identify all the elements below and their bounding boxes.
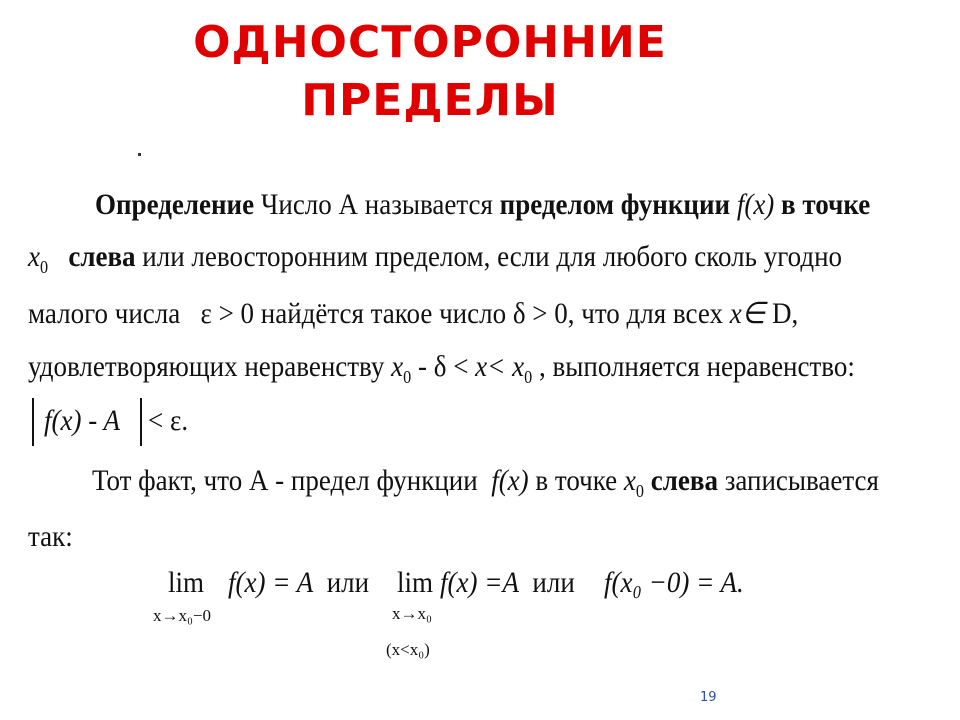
formula-lim-2: lim [397,566,434,599]
abs-bar-right [140,398,142,446]
formula-lim-1: lim [168,566,205,599]
formula-lim-2-cond: (x<x₀) [386,640,430,659]
less-epsilon: < ε. [148,404,189,437]
statement-line-2: так: [28,520,73,553]
domain-symbol: D, [771,297,799,330]
statement-at-point: в точке [535,464,618,497]
statement-text-1: Тот факт, что А - предел функции [92,464,478,497]
definition-text-3a: малого числа [28,297,181,330]
slide-title [0,14,860,130]
formula-lim-1-sub: x→x₀−0 [153,606,212,625]
definition-line-1 [95,188,870,222]
title-line-2: ПРЕДЕЛЫ [301,75,559,126]
x0-symbol-2: x [391,350,404,383]
definition-at-point: в точке [781,188,871,221]
definition-line-3 [28,296,798,331]
statement-text-2: записывается [724,464,879,497]
definition-line-5b [148,404,188,438]
formula-f1: f(x) = A [228,566,314,599]
definition-label: Определение [95,188,255,221]
formula-part-1 [228,566,369,600]
x0-symbol-4: x [623,464,636,497]
function-fx-2: f(x) [491,464,529,497]
abs-bar-left [32,398,34,446]
statement-line-1 [92,464,879,502]
x0-subscript-2: 0 [403,367,412,387]
title-line-1: ОДНОСТОРОННИЕ [193,17,667,68]
abs-expression: f(x) - A [44,404,120,437]
formula-part-3 [604,566,744,600]
formula-part-2 [440,566,575,600]
page-number: 19 [700,690,717,705]
definition-text-4: удовлетворяющих неравенству [28,350,385,383]
definition-text-4b: , выполняется неравенство: [538,350,855,383]
x0-subscript-4: 0 [635,481,645,501]
x0-subscript: 0 [39,257,49,277]
left-keyword: слева [68,240,136,273]
x0-symbol-3: x [512,350,525,383]
stray-dot [138,153,141,156]
definition-line-4 [28,350,855,388]
x-less: x< [475,350,506,383]
definition-line-5a [44,404,120,438]
x-in-symbol: x∈ [729,297,766,330]
x0-symbol: x [28,240,40,273]
formula-f3: f(x₀ −0) = A. [604,566,744,599]
x0-subscript-3: 0 [524,367,533,387]
minus-delta: - δ < [417,350,469,383]
definition-text-3b: ε > 0 найдётся такое число δ > 0, что для всех [200,297,723,330]
formula-or-1: или [326,566,370,599]
definition-text-2: или левосторонним пределом, если для любого сколь угодно [142,240,843,273]
definition-text-1: Число А называется [260,188,493,221]
function-fx: f(x) [736,188,775,221]
definition-line-2 [28,240,842,278]
formula-f2: f(x) =A [440,566,519,599]
definition-term: пределом функции [499,188,731,221]
left-keyword-2: слева [650,464,718,497]
formula-lim-2-sub: x→x₀ [392,604,432,623]
formula-or-2: или [532,566,575,599]
